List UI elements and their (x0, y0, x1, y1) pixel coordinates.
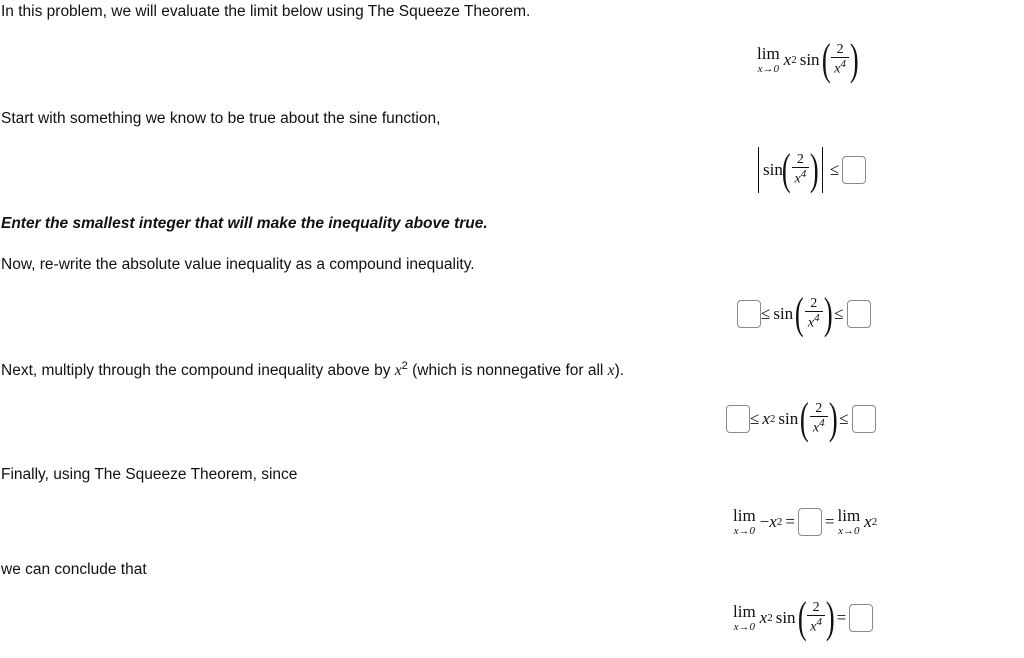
smallest-integer-instruction: Enter the smallest integer that will make the inequality above true. (1, 215, 488, 232)
mult-lower-input[interactable] (726, 405, 750, 433)
compound-lower-input[interactable] (737, 300, 761, 328)
limit-expression: lim x→0 x 2 sin ( $\frac{2}{x^4}$ ) (757, 35, 859, 84)
abs-bound-input[interactable] (842, 156, 866, 184)
abs-bar-left (758, 147, 759, 193)
compound-inequality: ≤ sin ( $\frac{2}{x^4}$ ) ≤ (737, 292, 871, 336)
mult-upper-input[interactable] (852, 405, 876, 433)
abs-inequality: sin ( $\frac{2}{x^4}$ ) ≤ (754, 147, 866, 193)
finally-text: Finally, using The Squeeze Theorem, since (1, 466, 298, 483)
compound-upper-input[interactable] (847, 300, 871, 328)
multiplied-inequality: ≤ x 2 sin ( $\frac{2}{x^4}$ ) ≤ (726, 397, 876, 441)
limit-operator: lim x→0 (757, 44, 780, 75)
start-text: Start with something we know to be true about the sine function, (1, 110, 441, 127)
final-value-input[interactable] (849, 604, 873, 632)
rewrite-text: Now, re-write the absolute value inequality as a compound inequality. (1, 256, 475, 273)
conclude-text: we can conclude that (1, 561, 147, 578)
fraction: $\frac{2}{x^4}$ (831, 43, 849, 77)
abs-bar-right (822, 147, 823, 193)
squeeze-limits: lim x→0 − x 2 = = lim x→0 x 2 (733, 506, 878, 537)
multiply-text: Next, multiply through the compound inequality above by $x^2$ (which is nonnegative for all x). (1, 360, 625, 380)
intro-text: In this problem, we will evaluate the limit below using The Squeeze Theorem. (1, 3, 531, 20)
final-limit: lim x→0 x 2 sin ( $\frac{2}{x^4}$ ) = (733, 596, 873, 640)
squeeze-value-input[interactable] (798, 508, 822, 536)
